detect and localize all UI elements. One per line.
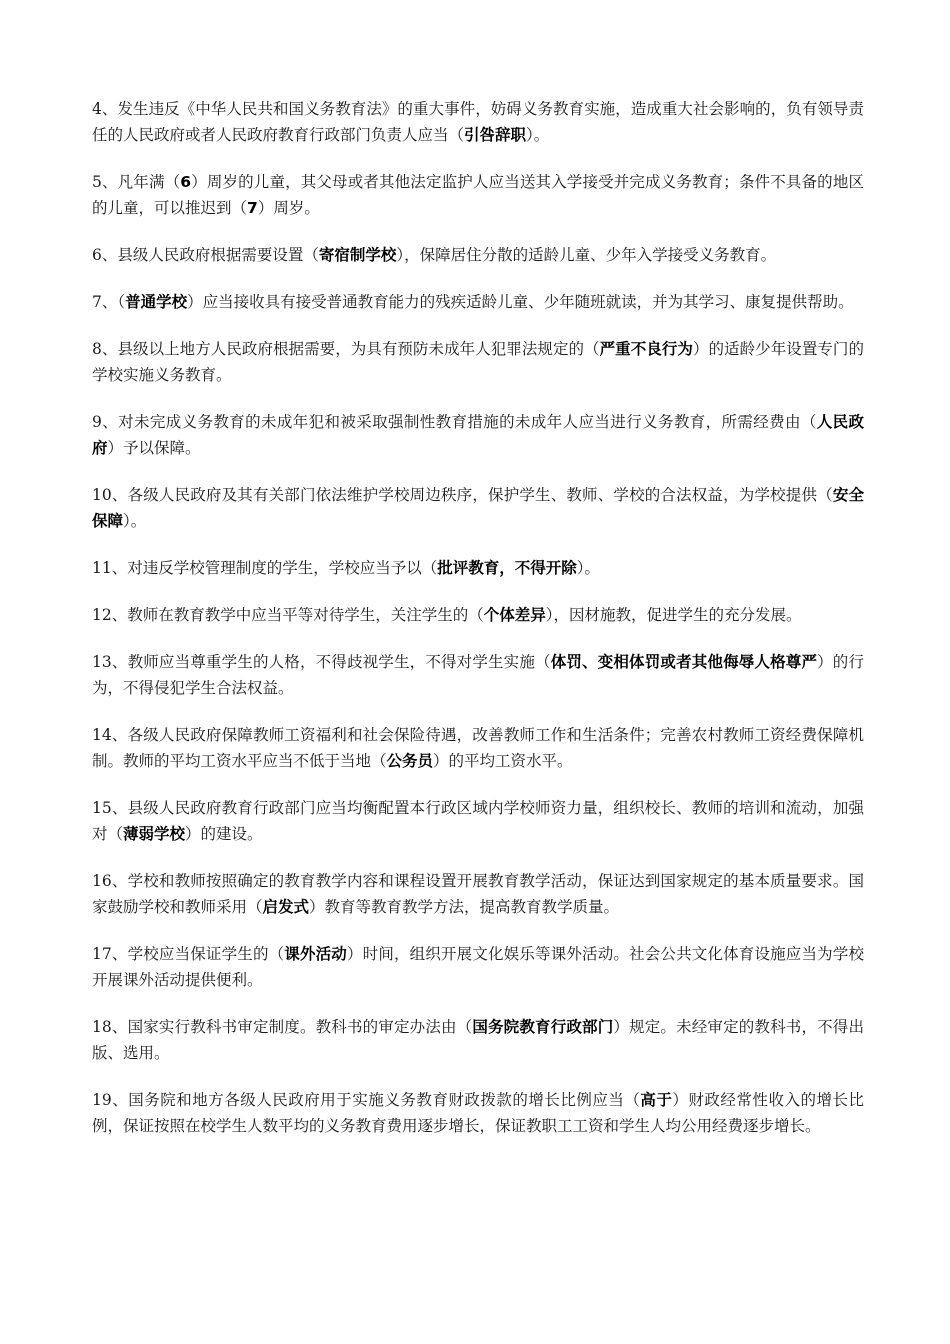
question-item (92, 1087, 864, 1139)
question-item (92, 555, 864, 581)
question-text: 13、教师应当尊重学生的人格，不得歧视学生，不得对学生实施（ (92, 653, 551, 671)
question-text: 14、各级人民政府保障教师工资福利和社会保险待遇，改善教师工作和生活条件；完善农村教师工资经费保障机制。教师的平均工资水平应当不低于当地（ (92, 726, 864, 770)
question-text: ），保障居住分散的适龄儿童、少年入学接受义务教育。 (396, 246, 777, 264)
question-item (92, 409, 864, 461)
question-text: ）财政经常性收入的增长比例，保证按照在校学生人数平均的义务教育费用逐步增长，保证教职工工资和学生人均公用经费逐步增长。 (92, 1091, 864, 1135)
answer-text: 体罚、变相体罚或者其他侮辱人格尊严 (550, 653, 818, 671)
question-text: 9、对未完成义务教育的未成年犯和被采取强制性教育措施的未成年人应当进行义务教育，所需经费由（ (92, 413, 817, 431)
question-text: ）周岁的儿童，其父母或者其他法定监护人应当送其入学接受并完成义务教育；条件不具备的地区的儿童，可以推迟到（ (92, 173, 864, 217)
question-text: 5、凡年满（ (92, 173, 181, 191)
question-text: 8、县级以上地方人民政府根据需要，为具有预防未成年人犯罪法规定的（ (92, 340, 600, 358)
question-text: 7、（ (92, 293, 126, 311)
question-text: ）的平均工资水平。 (433, 752, 573, 770)
question-text: 15、县级人民政府教育行政部门应当均衡配置本行政区域内学校师资力量，组织校长、教师的培训和流动，加强对（ (92, 799, 864, 843)
answer-text: 人民政府 (92, 413, 864, 457)
answer-text: 6 (180, 173, 192, 191)
question-text: 11、对违反学校管理制度的学生，学校应当予以（ (92, 559, 438, 577)
question-text: ）时间，组织开展文化娱乐等课外活动。社会公共文化体育设施应当为学校开展课外活动提供便利。 (92, 945, 864, 989)
question-text: 12、教师在教育教学中应当平等对待学生，关注学生的（ (92, 606, 484, 624)
question-item (92, 795, 864, 847)
answer-text: 寄宿制学校 (318, 246, 397, 264)
question-text: ）周岁。 (257, 199, 320, 217)
question-item (92, 169, 864, 221)
question-text: ），因材施教，促进学生的充分发展。 (545, 606, 802, 624)
answer-text: 高于 (640, 1091, 673, 1109)
question-item (92, 242, 864, 268)
question-text: ）。 (526, 126, 550, 144)
question-text: ）应当接收具有接受普通教育能力的残疾适龄儿童、少年随班就读，并为其学习、康复提供帮助。 (187, 293, 854, 311)
question-item (92, 722, 864, 774)
answer-text: 普通学校 (125, 293, 188, 311)
question-item (92, 96, 864, 148)
question-item (92, 649, 864, 701)
question-text: ）的行为，不得侵犯学生合法权益。 (92, 653, 864, 697)
question-item (92, 1014, 864, 1066)
question-text: 19、国务院和地方各级人民政府用于实施义务教育财政拨款的增长比例应当（ (92, 1091, 641, 1109)
question-text: 10、各级人民政府及其有关部门依法维护学校周边秩序，保护学生、教师、学校的合法权益，为学校提供（ (92, 486, 833, 504)
answer-text: 公务员 (386, 752, 434, 770)
question-text: ）。 (123, 512, 147, 530)
question-text: 17、学校应当保证学生的（ (92, 945, 285, 963)
question-item (92, 602, 864, 628)
question-text: 16、学校和教师按照确定的教育教学内容和课程设置开展教育教学活动，保证达到国家规定的基本质量要求。国家鼓励学校和教师采用（ (92, 872, 864, 916)
question-text: 6、县级人民政府根据需要设置（ (92, 246, 319, 264)
question-item (92, 941, 864, 993)
question-text: ）予以保障。 (107, 439, 201, 457)
question-text: ）的适龄少年设置专门的学校实施义务教育。 (92, 340, 864, 384)
question-item (92, 336, 864, 388)
question-text: 4、发生违反《中华人民共和国义务教育法》的重大事件，妨碍义务教育实施，造成重大社会影响的，负有领导责任的人民政府或者人民政府教育行政部门负责人应当（ (92, 100, 864, 144)
question-item (92, 868, 864, 920)
question-text: ）规定。未经审定的教科书，不得出版、选用。 (92, 1018, 864, 1062)
answer-text: 批评教育，不得开除 (437, 559, 577, 577)
answer-text: 严重不良行为 (599, 340, 693, 358)
answer-text: 安全保障 (92, 486, 864, 530)
question-text: ）。 (576, 559, 601, 577)
question-text: ）教育等教育教学方法，提高教育教学质量。 (309, 898, 620, 916)
question-text: ）的建设。 (185, 825, 263, 843)
answer-text: 薄弱学校 (123, 825, 186, 843)
document-page (92, 96, 864, 1160)
answer-text: 国务院教育行政部门 (472, 1018, 614, 1036)
question-text: 18、国家实行教科书审定制度。教科书的审定办法由（ (92, 1018, 473, 1036)
answer-text: 课外活动 (284, 945, 347, 963)
answer-text: 启发式 (262, 898, 310, 916)
answer-text: 引咎辞职 (464, 126, 527, 144)
question-item (92, 289, 864, 315)
question-item (92, 482, 864, 534)
answer-text: 个体差异 (483, 606, 546, 624)
answer-text: 7 (247, 199, 258, 217)
